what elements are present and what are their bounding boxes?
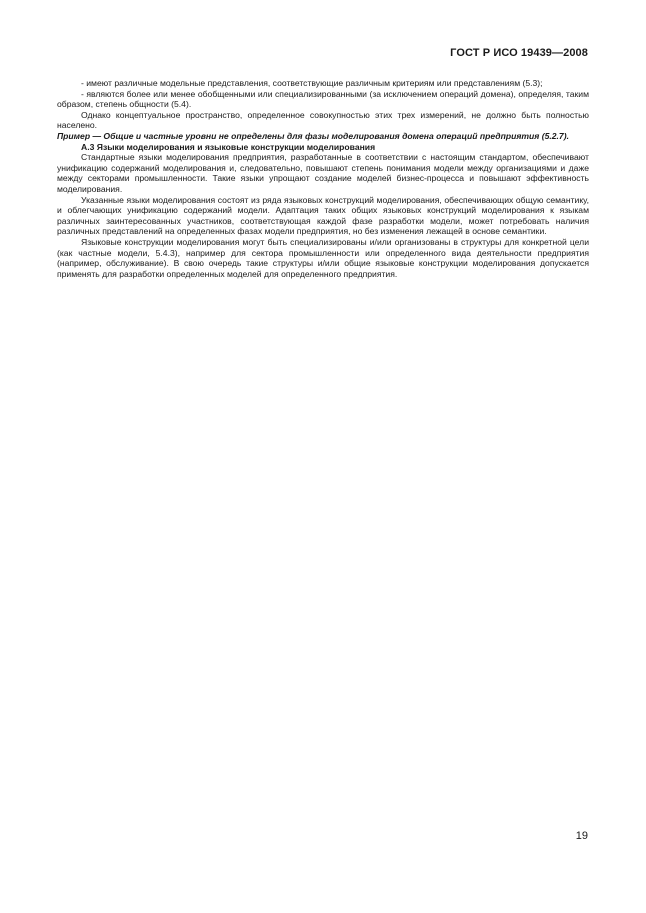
paragraph-specialization: Языковые конструкции моделирования могут быть специализированы и/или организованы в структуры для конкретной цели (как частные модели, 5.4.3), например для сектора промышленности или определенного вида деятельности предприятия (например, обслуживание). В свою очередь такие структуры и/или общие языковые конструкции моделирования допускается применять для разработки определенных моделей для определенного предприятия. <box>57 236 589 279</box>
paragraph-conceptual-space: Однако концептуальное пространство, определенное совокупностью этих трех измерений, не должно быть полностью населено. <box>57 109 589 131</box>
standard-code-header: ГОСТ Р ИСО 19439—2008 <box>450 47 588 59</box>
document-body <box>57 78 589 279</box>
paragraph-language-constructs: Указанные языки моделирования состоят из ряда языковых конструкций моделирования, обеспечивающих общую семантику, и облегчающих унификацию содержаний модели. Адаптация таких общих языковых конструкций моделирования к языкам различных заинтересованных участников, соответствующая каждой фазе разработки модели, может потребовать наличия различных представлений на определенных фазах модели предприятия, но без изменения лежащей в основе семантики. <box>57 194 589 237</box>
section-heading-a3: А.3 Языки моделирования и языковые конструкции моделирования <box>81 141 376 152</box>
paragraph-standard-languages: Стандартные языки моделирования предприятия, разработанные в соответствии с настоящим стандартом, обеспечивают унификацию содержаний моделирования и, следовательно, повышают степень понимания модели между организациями и даже между секторами промышленности. Такие языки упрощают создание моделей бизнес-процесса и повышают эффективность моделирования. <box>57 152 589 194</box>
page-number: 19 <box>575 830 588 842</box>
list-item-representations: - имеют различные модельные представления, соответствующие различным критериям или представлениям (5.3); <box>81 78 543 88</box>
example-note: Пример — Общие и частные уровни не определены для фазы моделирования домена операций предприятия (5.2.7). <box>57 130 569 141</box>
list-item-generality: - являются более или менее обобщенными или специализированными (за исключением операций домена), определяя, таким образом, степень общности (5.4). <box>57 88 589 110</box>
